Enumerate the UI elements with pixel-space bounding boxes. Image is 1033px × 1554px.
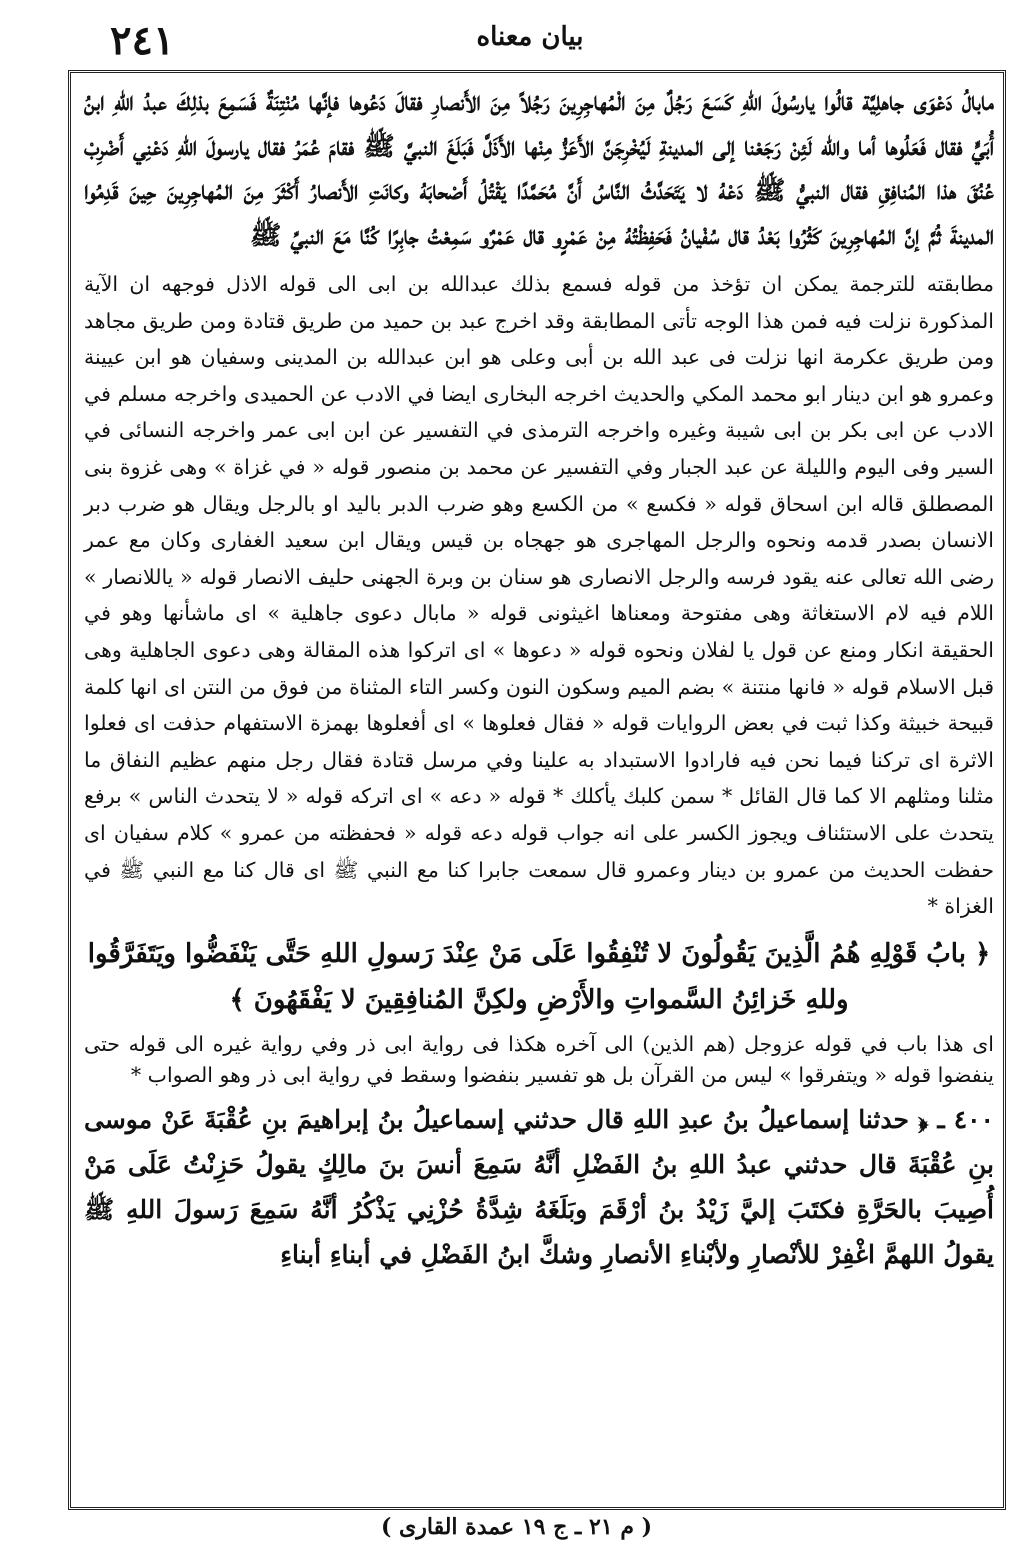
running-title: بيان معناه [476, 22, 584, 52]
hadith-400-text: ٤٠٠ ـ ﴿ حدثنا إسماعيلُ بنُ عبدِ اللهِ قال حدثني إسماعيلُ بنُ إبراهيمَ بنِ عُقْبَةَ عَنْ موسى بنِ عُقْبَةَ قال حدثني عبدُ اللهِ بنُ الفَضْلِ أنَّهُ سَمِعَ أنسَ بنَ مالِكٍ يقولُ حَزِنْتُ عَلَى مَنْ أُصِيبَ بالحَرَّةِ فكتَبَ إليَّ زَيْدُ بنُ أرْقَمَ وبَلَغَهُ شِدَّةُ حُزْنِي يَذْكُرُ أنَّهُ سَمِعَ رَسولَ اللهِ ﷺ يقولُ اللهمَّ اغْفِرْ للأنْصارِ ولأبْناءِ الأنصارِ وشكَّ ابنُ الفَضْلِ في أبناءِ أبناءِ [84, 1104, 994, 1269]
page-footer: ( م ٢١ ـ ج ١٩ عمدة القارى ) [380, 1514, 653, 1540]
page-header [70, 18, 990, 64]
chapter-note: اى هذا باب في قوله عزوجل (هم الذين) الى آخره هكذا فى رواية ابى ذر وفي رواية غيره الى قوله حتى ينفضوا قوله « ويتفرقوا » ليس من القرآن بل هو تفسير بنفضوا وسقط في رواية ابى ذر وهو الصواب * [84, 1031, 994, 1087]
page-number: ٢٤١ [110, 17, 175, 64]
page-content [84, 80, 994, 1277]
commentary-text: مطابقته للترجمة يمكن ان تؤخذ من قوله فسمع بذلك عبدالله بن ابى الى قوله الاذل فوجهه ان الآية المذكورة نزلت فيه فمن هذا الوجه تأتى المطابقة وقد اخرج عبد بن حميد من طريق قتادة ومن طريق مجاهد ومن طريق عكرمة انها نزلت فى عبد الله بن أبى وعلى هو ابن عبدالله بن المدينى وسفيان هو ابن عيينة وعمرو هو ابن دينار ابو محمد المكي والحديث اخرجه البخارى ايضا في الادب عن الحميدى واخرجه مسلم في الادب عن ابى بكر بن ابى شيبة وغيره واخرجه الترمذى في التفسير عن ابن ابى عمر واخرجه النسائى في السير وفى اليوم والليلة عن عبد الجبار وفي التفسير عن محمد بن منصور قوله « في غزاة » وهى غزوة بنى المصطلق قاله ابن اسحاق قوله « فكسع » من الكسع وهو ضرب الدبر باليد او بالرجل ويقال هو ضرب دبر الانسان بصدر قدمه ونحوه والرجل المهاجرى هو جهجاه بن قيس ويقال ابن سعيد الغفارى وكان مع عمر رضى الله تعالى عنه يقود فرسه والرجل الانصارى هو سنان بن وبرة الجهنى حليف الانصار قوله « ياللانصار » اللام فيه لام الاستغاثة وهى مفتوحة ومعناها اغيثونى قوله « مابال دعوى جاهلية » اى ماشأنها وهو في الحقيقة انكار ومنع عن قول يا لفلان ونحوه قوله « دعوها » اى اتركوا هذه المقالة وهى دعوى الجاهلية وهى قبل الاسلام قوله « فانها منتنة » بضم الميم وسكون النون وكسر التاء المثناة من فوق من النتن اى انها كلمة قبيحة خبيثة وكذا ثبت في بعض الروايات قوله « فقال فعلوها » اى أفعلوها بهمزة الاستفهام حذفت اى فعلوا الاثرة اى تركنا فيما نحن فيه فارادوا الاستبداد به علينا وفي مرسل قتادة فقال رجل منهم عظيم النفاق ما مثلنا ومثلهم الا كما قال القائل * سمن كلبك يأكلك * قوله « دعه » اى اتركه قوله « لا يتحدث الناس » برفع يتحدث على الاستئناف ويجوز الكسر على انه جواب قوله دعه قوله « فحفظته من عمرو » كلام سفيان اى حفظت الحديث من عمرو بن دينار وعمرو قال سمعت جابرا كنا مع النبي ﷺ اى قال كنا مع النبي ﷺ في الغزاة * [84, 272, 994, 919]
hadith-text: مابالُ دَعْوَى جاهلِيَّة قالُوا يارسُولَ اللهِ كَسَعَ رَجُلٌ مِنَ الْمُهاجِرِينَ رَجُلاً مِنَ الأَنصارِ فقالَ دَعُوها فإنَّها مُنْتِنَةٌ فَسَمِعَ بذلِكَ عبدُ اللهِ ابنُ أُبَيٍّ فقال فَعَلُوها أما والله لَئِنْ رَجَعْنا إلى المدينةِ لَيُخْرِجَنَّ الأَعَزُّ مِنْها الأَذَلَّ فَبَلَغَ النبيَّ ﷺ فقامَ عُمَرُ فقال يارسولَ اللهِ دَعْنِي أَضْرِبْ عُنُقَ هذا المُنافِقِ فقال النبيُّ ﷺ دَعْهُ لا يَتَحَدَّثُ النَّاسُ أَنَّ مُحَمَّدًا يَقْتُلُ أَصْحابَهُ وكانَتِ الأَنصارُ أَكْثَرَ مِنَ المُهاجِرِينَ حِينَ قَدِمُوا المدينةَ ثُمَّ إنَّ المُهاجِرِينَ كَثُرُوا بَعْدُ قال سُفْيانُ فَحَفِظْتُهُ مِنْ عَمْرٍو قال عَمْرٌو سَمِعْتُ جابِرًا كُنَّا مَعَ النبيِّ ﷺ ‌‌ [84, 87, 994, 251]
chapter-heading: ﴿ بابُ قَوْلِهِ هُمُ الَّذِينَ يَقُولُونَ لا تُنْفِقُوا عَلَى مَنْ عِنْدَ رَسولِ اللهِ حَتَّى يَنْفَضُّوا ويَتَفَرَّقُوا وللهِ خَزائِنُ السَّمواتِ والأَرْضِ ولكِنَّ المُنافِقِينَ لا يَفْقَهُونَ ﴾ [87, 938, 991, 1015]
